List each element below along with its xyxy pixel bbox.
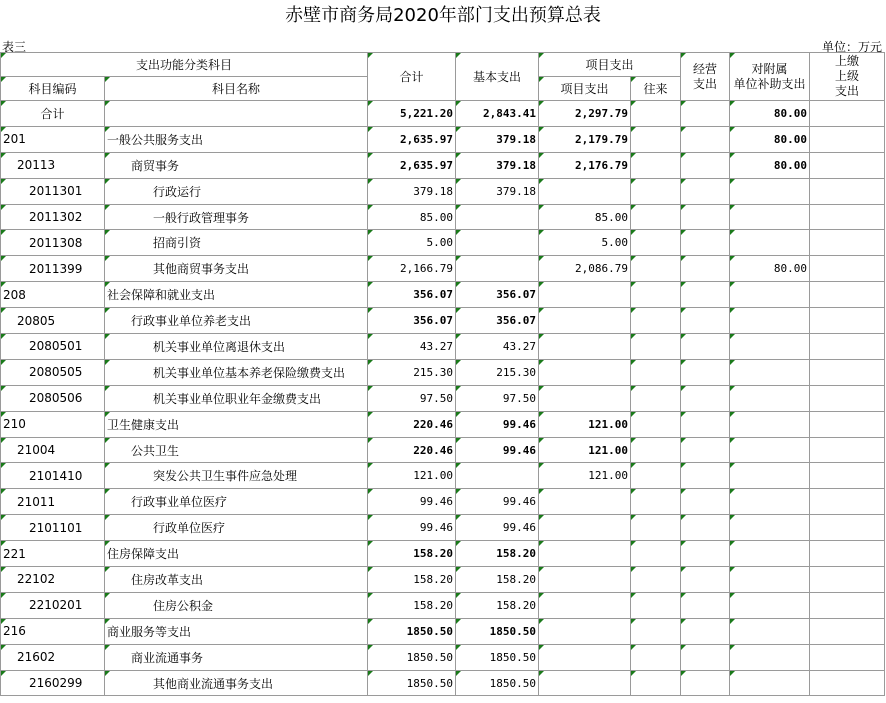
row-project xyxy=(539,541,631,567)
row-code: 221 xyxy=(1,541,105,567)
row-subsidy xyxy=(730,670,810,696)
row-code: 2011308 xyxy=(1,230,105,256)
table-row xyxy=(1,359,885,385)
row-total: 220.46 xyxy=(368,411,456,437)
row-operating xyxy=(681,282,730,308)
row-total: 158.20 xyxy=(368,541,456,567)
budget-table xyxy=(0,52,885,696)
header-code: 科目编码 xyxy=(1,77,105,101)
row-subsidy: 80.00 xyxy=(730,126,810,152)
row-code: 22102 xyxy=(1,567,105,593)
row-operating xyxy=(681,411,730,437)
row-name: 一般行政管理事务 xyxy=(105,204,368,230)
row-project: 2,179.79 xyxy=(539,126,631,152)
unit-label: 单位：万元 xyxy=(821,40,882,54)
row-code: 2011399 xyxy=(1,256,105,282)
row-remit xyxy=(810,489,885,515)
table-row xyxy=(1,644,885,670)
row-remit xyxy=(810,282,885,308)
row-remit xyxy=(810,592,885,618)
total-total: 5,221.20 xyxy=(368,101,456,127)
row-transfer xyxy=(631,463,681,489)
row-name: 行政运行 xyxy=(105,178,368,204)
row-name: 其他商业流通事务支出 xyxy=(105,670,368,696)
row-basic: 99.46 xyxy=(456,437,539,463)
total-subsidy: 80.00 xyxy=(730,101,810,127)
row-operating xyxy=(681,644,730,670)
row-total: 97.50 xyxy=(368,385,456,411)
row-basic: 356.07 xyxy=(456,308,539,334)
row-total: 2,166.79 xyxy=(368,256,456,282)
row-total: 220.46 xyxy=(368,437,456,463)
row-basic: 158.20 xyxy=(456,592,539,618)
row-operating xyxy=(681,256,730,282)
row-total: 99.46 xyxy=(368,515,456,541)
row-project xyxy=(539,334,631,360)
row-name: 卫生健康支出 xyxy=(105,411,368,437)
row-operating xyxy=(681,359,730,385)
row-basic: 158.20 xyxy=(456,567,539,593)
row-transfer xyxy=(631,152,681,178)
row-project xyxy=(539,282,631,308)
row-operating xyxy=(681,618,730,644)
table-row xyxy=(1,515,885,541)
row-name: 行政事业单位医疗 xyxy=(105,489,368,515)
table-row xyxy=(1,126,885,152)
row-code: 21011 xyxy=(1,489,105,515)
row-code: 2011301 xyxy=(1,178,105,204)
row-subsidy xyxy=(730,644,810,670)
table-row xyxy=(1,385,885,411)
row-name: 社会保障和就业支出 xyxy=(105,282,368,308)
row-project: 121.00 xyxy=(539,463,631,489)
table-row xyxy=(1,463,885,489)
row-project xyxy=(539,618,631,644)
row-transfer xyxy=(631,178,681,204)
row-operating xyxy=(681,463,730,489)
table-row xyxy=(1,178,885,204)
total-row xyxy=(1,101,885,127)
table-row xyxy=(1,592,885,618)
row-operating xyxy=(681,230,730,256)
row-subsidy xyxy=(730,282,810,308)
row-total: 356.07 xyxy=(368,308,456,334)
row-total: 1850.50 xyxy=(368,644,456,670)
row-operating xyxy=(681,204,730,230)
row-basic: 379.18 xyxy=(456,178,539,204)
table-row xyxy=(1,230,885,256)
row-name: 商业流通事务 xyxy=(105,644,368,670)
row-name: 机关事业单位职业年金缴费支出 xyxy=(105,385,368,411)
row-name: 行政单位医疗 xyxy=(105,515,368,541)
row-subsidy xyxy=(730,515,810,541)
row-code: 2011302 xyxy=(1,204,105,230)
header-operating: 经营 支出 xyxy=(681,53,730,101)
table-row xyxy=(1,670,885,696)
row-code: 21602 xyxy=(1,644,105,670)
row-name: 住房改革支出 xyxy=(105,567,368,593)
table-row xyxy=(1,411,885,437)
header-subsidy: 对附属 单位补助支出 xyxy=(730,53,810,101)
row-transfer xyxy=(631,308,681,334)
row-project xyxy=(539,644,631,670)
row-operating xyxy=(681,334,730,360)
header-remit: 上缴 上级 支出 xyxy=(810,53,885,101)
row-basic: 99.46 xyxy=(456,515,539,541)
row-operating xyxy=(681,592,730,618)
header-func-class: 支出功能分类科目 xyxy=(1,53,368,77)
page-title: 赤壁市商务局2020年部门支出预算总表 xyxy=(285,5,601,26)
row-code: 2080505 xyxy=(1,359,105,385)
row-code: 2160299 xyxy=(1,670,105,696)
row-transfer xyxy=(631,541,681,567)
row-subsidy xyxy=(730,411,810,437)
row-remit xyxy=(810,152,885,178)
row-remit xyxy=(810,256,885,282)
header-basic: 基本支出 xyxy=(456,53,539,101)
table-row xyxy=(1,489,885,515)
row-basic: 43.27 xyxy=(456,334,539,360)
row-subsidy xyxy=(730,334,810,360)
row-transfer xyxy=(631,204,681,230)
total-name-cell xyxy=(105,101,368,127)
row-operating xyxy=(681,567,730,593)
row-transfer xyxy=(631,670,681,696)
row-basic: 215.30 xyxy=(456,359,539,385)
row-name: 机关事业单位离退休支出 xyxy=(105,334,368,360)
row-remit xyxy=(810,308,885,334)
row-transfer xyxy=(631,411,681,437)
row-project: 2,176.79 xyxy=(539,152,631,178)
row-remit xyxy=(810,411,885,437)
row-subsidy xyxy=(730,359,810,385)
row-code: 201 xyxy=(1,126,105,152)
row-subsidy xyxy=(730,308,810,334)
row-remit xyxy=(810,178,885,204)
table-row xyxy=(1,618,885,644)
table-row xyxy=(1,204,885,230)
table-row xyxy=(1,541,885,567)
row-transfer xyxy=(631,359,681,385)
row-project: 5.00 xyxy=(539,230,631,256)
row-transfer xyxy=(631,126,681,152)
row-total: 43.27 xyxy=(368,334,456,360)
row-name: 机关事业单位基本养老保险缴费支出 xyxy=(105,359,368,385)
row-code: 2080501 xyxy=(1,334,105,360)
header-name: 科目名称 xyxy=(105,77,368,101)
row-remit xyxy=(810,670,885,696)
row-subsidy xyxy=(730,489,810,515)
row-operating xyxy=(681,178,730,204)
row-project xyxy=(539,359,631,385)
row-total: 158.20 xyxy=(368,567,456,593)
row-subsidy xyxy=(730,463,810,489)
row-total: 85.00 xyxy=(368,204,456,230)
row-subsidy xyxy=(730,437,810,463)
row-name: 商贸事务 xyxy=(105,152,368,178)
row-operating xyxy=(681,308,730,334)
total-label: 合计 xyxy=(1,101,105,127)
row-operating xyxy=(681,541,730,567)
row-name: 行政事业单位养老支出 xyxy=(105,308,368,334)
row-subsidy xyxy=(730,230,810,256)
row-subsidy xyxy=(730,618,810,644)
row-project xyxy=(539,178,631,204)
row-transfer xyxy=(631,334,681,360)
row-total: 356.07 xyxy=(368,282,456,308)
row-basic: 356.07 xyxy=(456,282,539,308)
row-remit xyxy=(810,359,885,385)
row-project: 121.00 xyxy=(539,411,631,437)
header-project: 项目支出 xyxy=(539,53,681,77)
row-project xyxy=(539,385,631,411)
row-basic: 99.46 xyxy=(456,489,539,515)
row-name: 住房公积金 xyxy=(105,592,368,618)
table-row xyxy=(1,567,885,593)
table-row xyxy=(1,282,885,308)
row-total: 99.46 xyxy=(368,489,456,515)
row-operating xyxy=(681,152,730,178)
row-project xyxy=(539,670,631,696)
row-basic: 379.18 xyxy=(456,152,539,178)
row-name: 商业服务等支出 xyxy=(105,618,368,644)
row-total: 2,635.97 xyxy=(368,152,456,178)
row-total: 1850.50 xyxy=(368,618,456,644)
row-project: 85.00 xyxy=(539,204,631,230)
header-total: 合计 xyxy=(368,53,456,101)
table-row xyxy=(1,256,885,282)
row-total: 2,635.97 xyxy=(368,126,456,152)
row-remit xyxy=(810,126,885,152)
row-project xyxy=(539,308,631,334)
table-row xyxy=(1,334,885,360)
row-transfer xyxy=(631,489,681,515)
row-project xyxy=(539,567,631,593)
row-name: 住房保障支出 xyxy=(105,541,368,567)
row-name: 招商引资 xyxy=(105,230,368,256)
row-basic: 379.18 xyxy=(456,126,539,152)
row-basic: 1850.50 xyxy=(456,618,539,644)
row-total: 121.00 xyxy=(368,463,456,489)
row-subsidy xyxy=(730,592,810,618)
row-operating xyxy=(681,385,730,411)
row-project xyxy=(539,592,631,618)
header-project-sub: 项目支出 xyxy=(539,77,631,101)
row-transfer xyxy=(631,644,681,670)
total-remit xyxy=(810,101,885,127)
row-name: 突发公共卫生事件应急处理 xyxy=(105,463,368,489)
row-subsidy: 80.00 xyxy=(730,152,810,178)
row-code: 20113 xyxy=(1,152,105,178)
row-basic: 158.20 xyxy=(456,541,539,567)
row-transfer xyxy=(631,567,681,593)
row-basic: 97.50 xyxy=(456,385,539,411)
row-basic xyxy=(456,463,539,489)
row-basic: 1850.50 xyxy=(456,670,539,696)
row-remit xyxy=(810,541,885,567)
row-subsidy xyxy=(730,541,810,567)
row-transfer xyxy=(631,592,681,618)
row-name: 公共卫生 xyxy=(105,437,368,463)
row-transfer xyxy=(631,385,681,411)
row-transfer xyxy=(631,437,681,463)
row-remit xyxy=(810,385,885,411)
row-transfer xyxy=(631,230,681,256)
row-code: 2101410 xyxy=(1,463,105,489)
header-transfer: 往来 xyxy=(631,77,681,101)
row-subsidy xyxy=(730,178,810,204)
row-remit xyxy=(810,463,885,489)
total-basic: 2,843.41 xyxy=(456,101,539,127)
row-remit xyxy=(810,334,885,360)
row-total: 215.30 xyxy=(368,359,456,385)
row-basic: 1850.50 xyxy=(456,644,539,670)
row-operating xyxy=(681,515,730,541)
row-code: 210 xyxy=(1,411,105,437)
row-name: 一般公共服务支出 xyxy=(105,126,368,152)
row-operating xyxy=(681,670,730,696)
row-operating xyxy=(681,489,730,515)
row-code: 208 xyxy=(1,282,105,308)
row-code: 2080506 xyxy=(1,385,105,411)
row-operating xyxy=(681,437,730,463)
row-transfer xyxy=(631,618,681,644)
row-project: 121.00 xyxy=(539,437,631,463)
row-code: 216 xyxy=(1,618,105,644)
table-row xyxy=(1,152,885,178)
row-remit xyxy=(810,644,885,670)
row-basic: 99.46 xyxy=(456,411,539,437)
row-total: 1850.50 xyxy=(368,670,456,696)
row-remit xyxy=(810,204,885,230)
row-basic xyxy=(456,230,539,256)
row-basic xyxy=(456,204,539,230)
row-remit xyxy=(810,567,885,593)
row-project xyxy=(539,489,631,515)
row-subsidy xyxy=(730,385,810,411)
row-remit xyxy=(810,437,885,463)
row-total: 5.00 xyxy=(368,230,456,256)
row-project xyxy=(539,515,631,541)
row-total: 158.20 xyxy=(368,592,456,618)
row-remit xyxy=(810,515,885,541)
row-project: 2,086.79 xyxy=(539,256,631,282)
table-row xyxy=(1,308,885,334)
row-transfer xyxy=(631,515,681,541)
row-remit xyxy=(810,618,885,644)
row-code: 2101101 xyxy=(1,515,105,541)
table-row xyxy=(1,437,885,463)
total-operating xyxy=(681,101,730,127)
row-transfer xyxy=(631,256,681,282)
row-subsidy: 80.00 xyxy=(730,256,810,282)
row-subsidy xyxy=(730,567,810,593)
row-remit xyxy=(810,230,885,256)
row-name: 其他商贸事务支出 xyxy=(105,256,368,282)
row-basic xyxy=(456,256,539,282)
row-code: 21004 xyxy=(1,437,105,463)
row-operating xyxy=(681,126,730,152)
row-total: 379.18 xyxy=(368,178,456,204)
total-transfer xyxy=(631,101,681,127)
row-transfer xyxy=(631,282,681,308)
row-code: 20805 xyxy=(1,308,105,334)
row-subsidy xyxy=(730,204,810,230)
row-code: 2210201 xyxy=(1,592,105,618)
table-label: 表三 xyxy=(2,40,27,54)
total-project: 2,297.79 xyxy=(539,101,631,127)
